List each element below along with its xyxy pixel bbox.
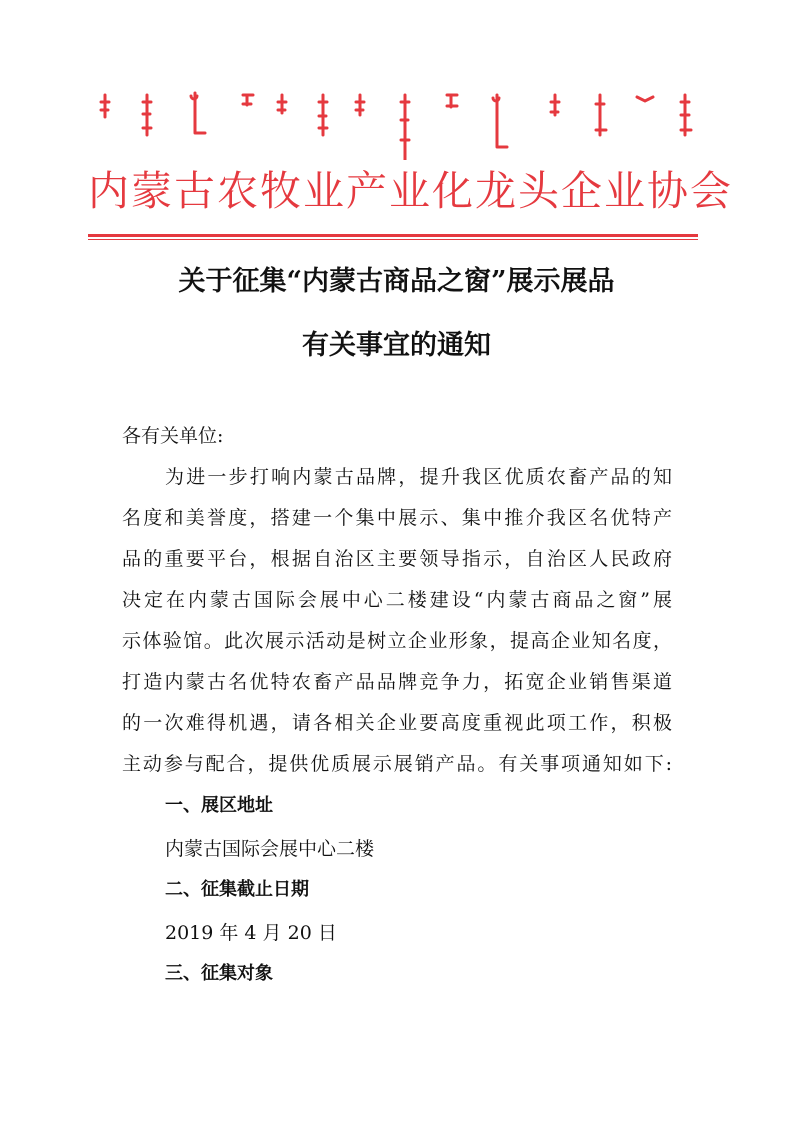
paragraph-line: 品的重要平台，根据自治区主要领导指示，自治区人民政府 bbox=[122, 548, 672, 570]
organization-name: 内蒙古农牧业产业化龙头企业协会 bbox=[88, 167, 733, 215]
section-heading-deadline: 二、征集截止日期 bbox=[165, 879, 309, 900]
paragraph-line: 主动参与配合，提供优质展示展销产品。有关事项通知如下: bbox=[122, 753, 672, 775]
paragraph-line: 打造内蒙古名优特农畜产品品牌竞争力，拓宽企业销售渠道 bbox=[122, 671, 672, 693]
header-divider bbox=[88, 234, 698, 237]
section-heading-location: 一、展区地址 bbox=[165, 795, 273, 816]
section-content-deadline: 2019 年 4 月 20 日 bbox=[165, 922, 337, 944]
paragraph-line: 示体验馆。此次展示活动是树立企业形象，提高企业知名度， bbox=[122, 630, 672, 652]
paragraph-line: 为进一步打响内蒙古品牌，提升我区优质农畜产品的知 bbox=[165, 466, 672, 488]
paragraph-line: 决定在内蒙古国际会展中心二楼建设“内蒙古商品之窗”展 bbox=[122, 589, 672, 611]
paragraph-line: 的一次难得机遇，请各相关企业要高度重视此项工作，积极 bbox=[122, 712, 672, 734]
mongolian-script-logo bbox=[95, 90, 695, 160]
section-heading-targets: 三、征集对象 bbox=[165, 963, 273, 984]
salutation: 各有关单位: bbox=[122, 425, 224, 447]
document-title-line-2: 有关事宜的通知 bbox=[302, 330, 491, 361]
header-divider-thin bbox=[88, 239, 698, 240]
document-title-line-1: 关于征集“内蒙古商品之窗”展示展品 bbox=[178, 266, 615, 297]
section-content-location: 内蒙古国际会展中心二楼 bbox=[165, 838, 375, 860]
paragraph-line: 名度和美誉度，搭建一个集中展示、集中推介我区名优特产 bbox=[122, 507, 672, 529]
